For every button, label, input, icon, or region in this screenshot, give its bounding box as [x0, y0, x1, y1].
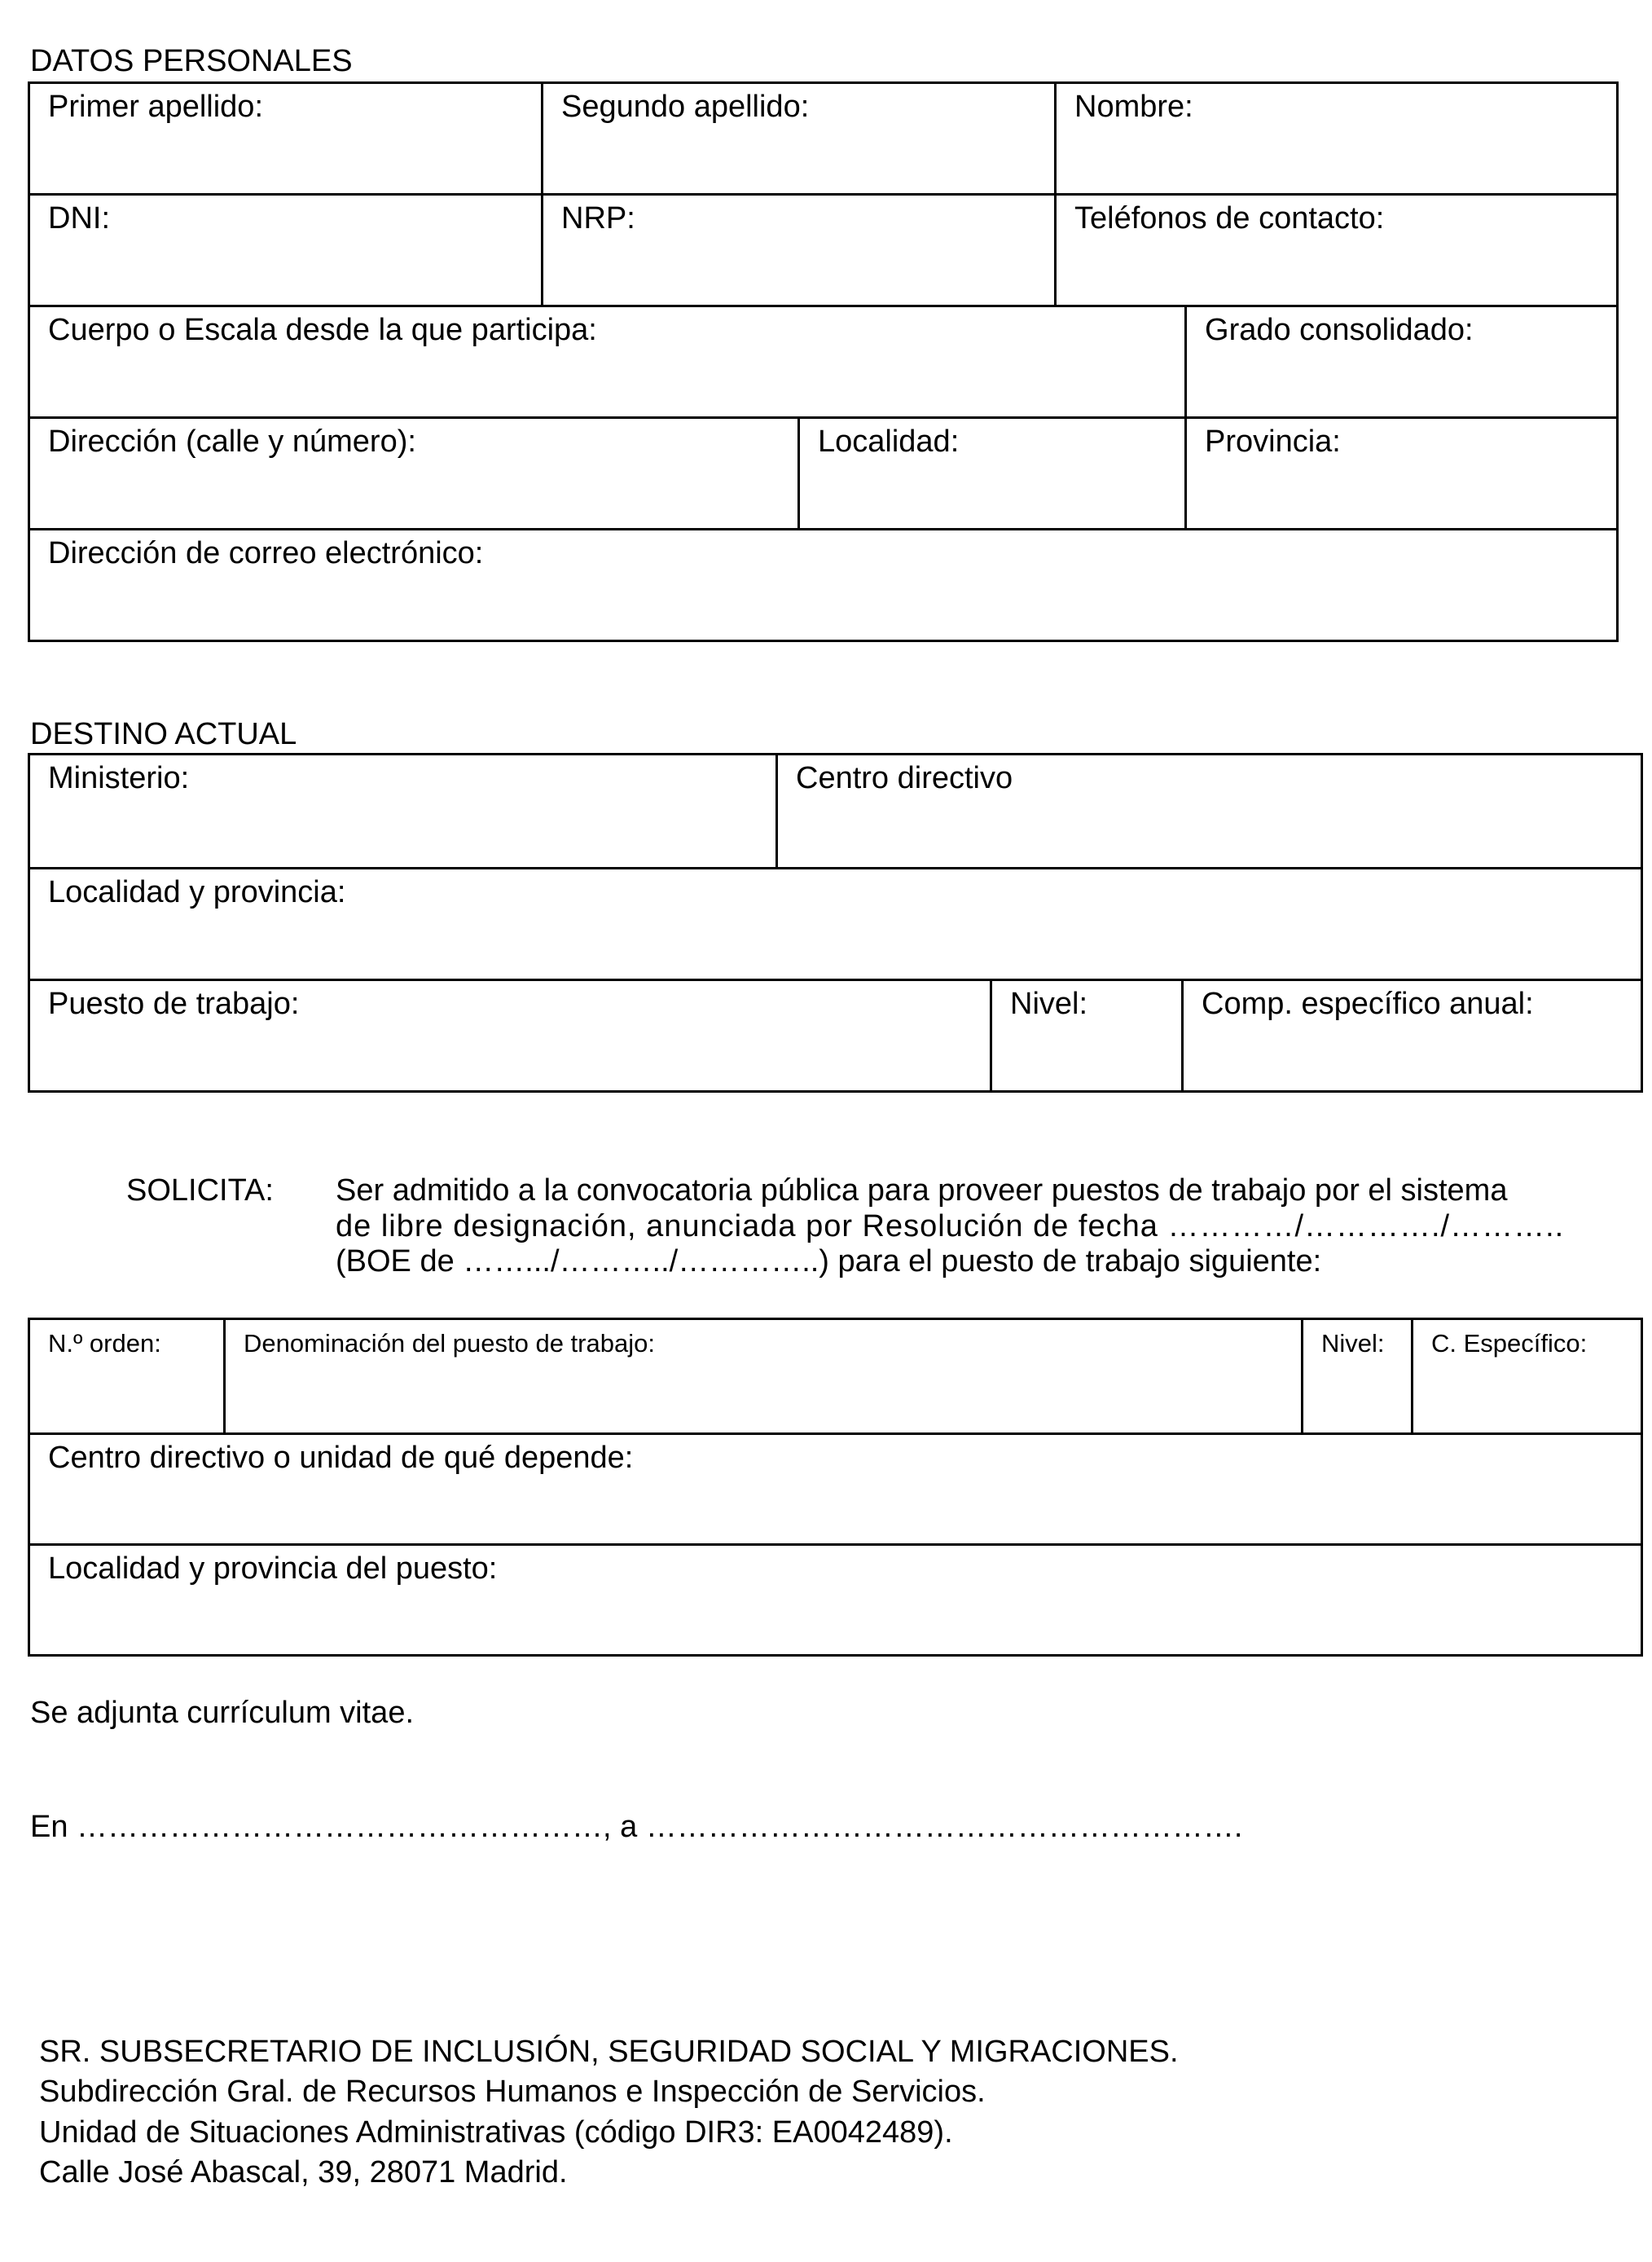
datos-personales-title: DATOS PERSONALES — [30, 44, 353, 78]
nivel-field[interactable] — [991, 980, 1183, 1092]
grado-consolidado-field[interactable] — [1186, 306, 1618, 418]
solicita-label: SOLICITA: — [126, 1173, 274, 1208]
localidad-provincia-field[interactable] — [29, 869, 1642, 980]
correo-label: Dirección de correo electrónico: — [48, 536, 484, 570]
correo-field[interactable] — [29, 530, 1618, 641]
centro-directivo-field[interactable] — [777, 755, 1642, 869]
puesto-trabajo-label: Puesto de trabajo: — [48, 987, 300, 1021]
localidad-puesto-field[interactable] — [29, 1545, 1642, 1656]
comp-especifico-label: Comp. específico anual: — [1202, 987, 1534, 1021]
nivel-label: Nivel: — [1010, 987, 1088, 1021]
destinatario-line-3: Unidad de Situaciones Administrativas (código DIR3: EA0042489). — [39, 2115, 953, 2150]
destino-actual-title: DESTINO ACTUAL — [30, 717, 297, 751]
provincia-label: Provincia: — [1205, 425, 1341, 459]
direccion-field[interactable] — [29, 418, 799, 530]
direccion-label: Dirección (calle y número): — [48, 425, 416, 459]
nombre-field[interactable] — [1056, 83, 1618, 195]
puesto-trabajo-field[interactable] — [29, 980, 991, 1092]
centro-unidad-field[interactable] — [29, 1434, 1642, 1545]
provincia-field[interactable] — [1186, 418, 1618, 530]
cuerpo-escala-label: Cuerpo o Escala desde la que participa: — [48, 313, 597, 347]
numero-orden-field[interactable] — [29, 1319, 225, 1434]
segundo-apellido-field[interactable] — [543, 83, 1056, 195]
solicita-line-1: Ser admitido a la convocatoria pública para proveer puestos de trabajo por el sistema — [336, 1173, 1508, 1208]
localidad-field[interactable] — [799, 418, 1186, 530]
datos-personales-table — [28, 81, 1619, 642]
destinatario-block — [39, 2032, 1179, 2194]
solicita-line-3: (BOE de …….../………../…………..) para el puesto de trabajo siguiente: — [336, 1244, 1322, 1279]
denominacion-label: Denominación del puesto de trabajo: — [244, 1329, 655, 1358]
centro-directivo-label: Centro directivo — [796, 761, 1013, 795]
c-especifico-label: C. Específico: — [1431, 1329, 1588, 1358]
nombre-label: Nombre: — [1074, 90, 1193, 124]
c-especifico-field[interactable] — [1413, 1319, 1642, 1434]
destino-actual-table — [28, 753, 1643, 1093]
destinatario-line-2: Subdirección Gral. de Recursos Humanos e Inspección de Servicios. — [39, 2075, 986, 2110]
telefonos-label: Teléfonos de contacto: — [1074, 201, 1385, 235]
centro-unidad-label: Centro directivo o unidad de qué depende: — [48, 1441, 634, 1475]
grado-consolidado-label: Grado consolidado: — [1205, 313, 1474, 347]
numero-orden-label: N.º orden: — [48, 1329, 161, 1358]
ministerio-field[interactable] — [29, 755, 777, 869]
destinatario-line-1: SR. SUBSECRETARIO DE INCLUSIÓN, SEGURIDAD SOCIAL Y MIGRACIONES. — [39, 2035, 1179, 2069]
telefonos-field[interactable] — [1056, 195, 1618, 306]
ministerio-label: Ministerio: — [48, 761, 190, 795]
lugar-fecha-line: En ……………………………………………, a …………………………………………………. — [30, 1810, 1243, 1844]
denominacion-field[interactable] — [225, 1319, 1303, 1434]
dni-label: DNI: — [48, 201, 110, 235]
puesto-nivel-field[interactable] — [1303, 1319, 1413, 1434]
destinatario-line-4: Calle José Abascal, 39, 28071 Madrid. — [39, 2155, 568, 2190]
segundo-apellido-label: Segundo apellido: — [561, 90, 810, 124]
primer-apellido-field[interactable] — [29, 83, 543, 195]
localidad-puesto-label: Localidad y provincia del puesto: — [48, 1551, 498, 1586]
cuerpo-escala-field[interactable] — [29, 306, 1186, 418]
nrp-label: NRP: — [561, 201, 635, 235]
dni-field[interactable] — [29, 195, 543, 306]
localidad-provincia-label: Localidad y provincia: — [48, 875, 346, 909]
comp-especifico-field[interactable] — [1183, 980, 1642, 1092]
solicita-text — [336, 1173, 1623, 1280]
puesto-solicitado-table — [28, 1318, 1643, 1657]
adjunta-cv-text: Se adjunta currículum vitae. — [30, 1696, 415, 1730]
solicita-line-2: de libre designación, anunciada por Resolución de fecha …………/…………./……….. — [336, 1208, 1565, 1243]
localidad-label: Localidad: — [818, 425, 960, 459]
nrp-field[interactable] — [543, 195, 1056, 306]
primer-apellido-label: Primer apellido: — [48, 90, 263, 124]
puesto-nivel-label: Nivel: — [1321, 1329, 1385, 1358]
